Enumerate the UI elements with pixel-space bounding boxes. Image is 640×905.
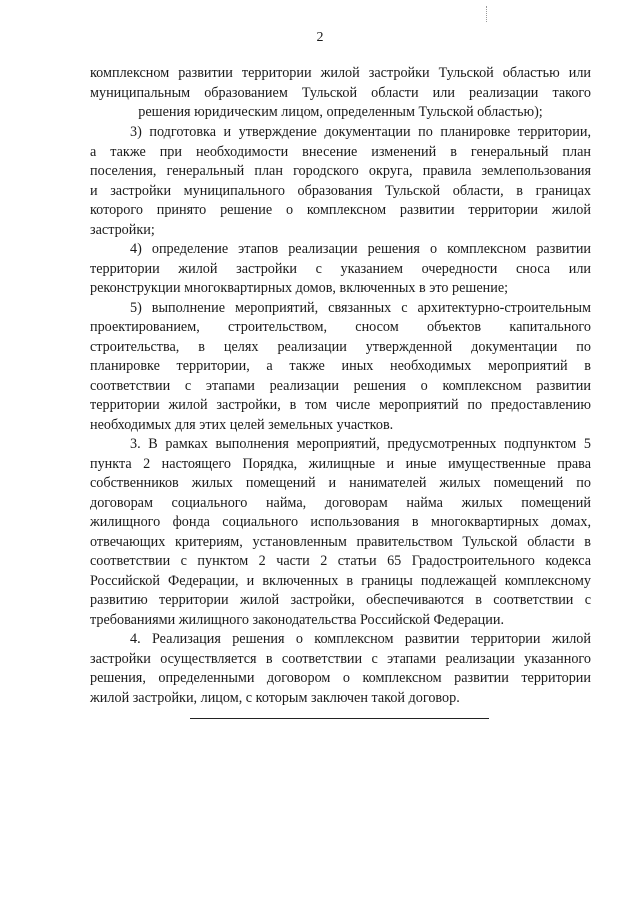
text-line: комплексном развитии территории жилой застройки Тульской областью или <box>90 65 591 81</box>
text-line: которого принято решение о комплексном развитии территории жилой <box>90 202 591 218</box>
text-line: развитию территории жилой застройки, обеспечиваются в соответствии с <box>90 592 591 608</box>
text-line: застройки; <box>90 222 155 238</box>
text-line: территории жилой застройки с указанием очередности сноса или <box>90 261 591 277</box>
text-line: муниципальным образованием Тульской области или реализации такого <box>90 85 591 101</box>
text-line: 3) подготовка и утверждение документации по планировке территории, <box>130 124 591 140</box>
text-line: жилищного фонда социального использования в многоквартирных домах, <box>90 514 591 530</box>
text-line: необходимых для этих целей земельных участков. <box>90 417 394 433</box>
text-line: проектированием, строительством, сносом объектов капитального <box>90 319 591 335</box>
text-line: соответствии с этапами реализации решения о комплексном развитии <box>90 378 591 394</box>
scan-artifact <box>486 6 488 22</box>
text-line: договорам социального найма, договорам найма жилых помещений <box>90 495 591 511</box>
text-line: Российской Федерации, и включенных в границы подлежащей комплексному <box>90 573 591 589</box>
text-line: 5) выполнение мероприятий, связанных с архитектурно-строительным <box>130 300 591 316</box>
text-line: планировке территории, а также иных необходимых мероприятий в <box>90 358 591 374</box>
text-line: строительства, в целях реализации утвержденной документации по <box>90 339 591 355</box>
text-line: пункта 2 настоящего Порядка, жилищные и иные имущественные права <box>90 456 591 472</box>
text-line: и застройки муниципального образования Тульской области, в границах <box>90 183 591 199</box>
text-line: 3. В рамках выполнения мероприятий, предусмотренных подпунктом 5 <box>130 436 591 452</box>
text-line: а также при необходимости внесение изменений в генеральный план <box>90 144 591 160</box>
text-line: застройки осуществляется в соответствии с этапами реализации указанного <box>90 651 591 667</box>
text-line: реконструкции многоквартирных домов, включенных в это решение; <box>90 280 509 296</box>
text-line: 4. Реализация решения о комплексном развитии территории жилой <box>130 631 591 647</box>
text-line: требованиями жилищного законодательства Российской Федерации. <box>90 612 505 628</box>
text-line: отвечающих критериям, установленным правительством Тульской области в <box>90 534 591 550</box>
end-divider <box>190 718 489 719</box>
text-line: 4) определение этапов реализации решения о комплексном развитии <box>130 241 591 257</box>
text-line: жилой застройки, лицом, с которым заключен такой договор. <box>90 690 460 706</box>
text-line: решения, определенными договором о комплексном развитии территории <box>90 670 591 686</box>
page-number: 2 <box>316 30 324 45</box>
text-line: решения юридическим лицом, определенным Тульской областью); <box>138 104 543 120</box>
text-line: поселения, генеральный план городского округа, правила землепользования <box>90 163 591 179</box>
text-line: соответствии с пунктом 2 части 2 статьи 65 Градостроительного кодекса <box>90 553 591 569</box>
text-line: собственников жилых помещений и нанимателей жилых помещений по <box>90 475 591 491</box>
text-line: территории жилой застройки, в том числе мероприятий по предоставлению <box>90 397 591 413</box>
